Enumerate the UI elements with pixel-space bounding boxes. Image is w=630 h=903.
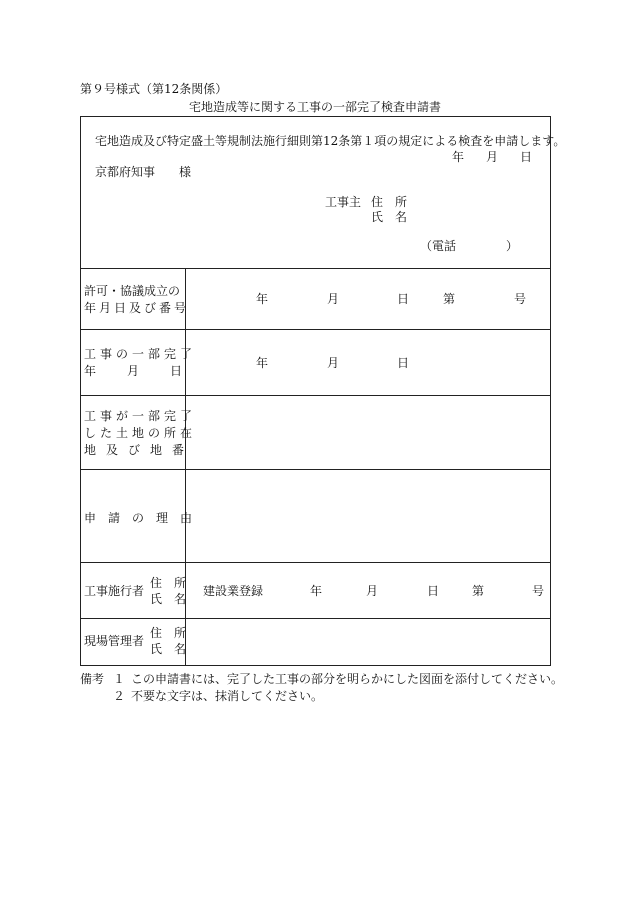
contractor-dai: 第: [472, 584, 485, 598]
completion-month: 月: [327, 356, 340, 370]
permit-day: 日: [397, 292, 410, 306]
applicant-label: 工事主: [325, 195, 362, 209]
completion-label-line1: 工事の一部完了: [84, 347, 197, 361]
form-number: 第９号様式（第12条関係）: [80, 82, 228, 96]
phone-close: ）: [506, 239, 519, 253]
permit-label-line2: 年月日及び番号: [84, 301, 190, 315]
manager-address-label: 住 所: [150, 626, 187, 640]
applicant-address-label: 住 所: [371, 195, 408, 209]
notes-prefix: 備考: [80, 672, 105, 686]
contractor-go: 号: [532, 584, 545, 598]
completion-year: 年: [256, 356, 269, 370]
completion-label-day: 日: [170, 364, 183, 378]
contractor-registration: 建設業登録: [203, 584, 264, 598]
permit-year: 年: [256, 292, 269, 306]
row-divider: [80, 268, 551, 269]
addressee-suffix: 様: [179, 165, 192, 179]
date-month-label: 月: [486, 150, 499, 164]
location-label-line3: 地及び地番: [84, 443, 195, 457]
contractor-name-label: 氏 名: [150, 592, 187, 606]
row-divider: [80, 469, 551, 470]
note-2-text: 不要な文字は、抹消してください。: [131, 689, 324, 703]
application-statement: 宅地造成及び特定盛土等規制法施行細則第12条第１項の規定による検査を申請します。: [95, 134, 566, 148]
reason-label: 申請の理由: [84, 511, 205, 525]
contractor-year: 年: [310, 584, 323, 598]
note-2-number: ２: [113, 689, 126, 703]
phone-open: （電話: [420, 239, 457, 253]
manager-name-label: 氏 名: [150, 642, 187, 656]
contractor-address-label: 住 所: [150, 576, 187, 590]
completion-day: 日: [397, 356, 410, 370]
note-1-number: １: [113, 672, 126, 686]
date-year-label: 年: [452, 150, 465, 164]
row-divider: [80, 562, 551, 563]
permit-month: 月: [327, 292, 340, 306]
location-label-line2: した土地の所在: [84, 426, 197, 440]
contractor-label: 工事施行者: [84, 584, 145, 598]
applicant-name-label: 氏 名: [371, 210, 408, 224]
permit-dai: 第: [443, 292, 456, 306]
completion-label-month: 月: [127, 364, 140, 378]
manager-label: 現場管理者: [84, 634, 145, 648]
row-divider: [80, 329, 551, 330]
location-label-line1: 工事が一部完了: [84, 409, 197, 423]
contractor-month: 月: [366, 584, 379, 598]
page-title: 宅地造成等に関する工事の一部完了検査申請書: [188, 100, 441, 114]
contractor-day: 日: [427, 584, 440, 598]
permit-go: 号: [514, 292, 527, 306]
completion-label-year: 年: [84, 364, 97, 378]
row-divider: [80, 618, 551, 619]
note-1-text: この申請書には、完了した工事の部分を明らかにした図面を添付してください。: [131, 672, 564, 686]
row-divider: [80, 395, 551, 396]
date-day-label: 日: [520, 150, 533, 164]
permit-label-line1: 許可・協議成立の: [84, 284, 181, 298]
addressee: 京都府知事: [95, 165, 156, 179]
